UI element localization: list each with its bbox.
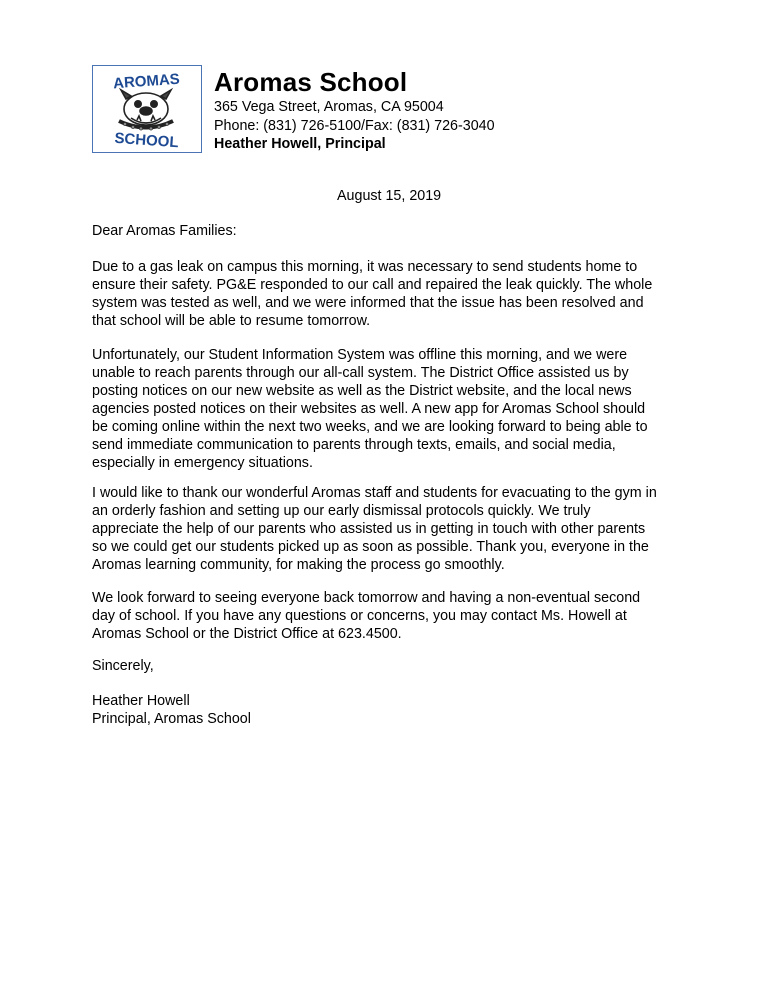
paragraph-line: day of school. If you have any questions or concerns, you may contact Ms. Howell at [92,608,627,624]
paragraph-line: We look forward to seeing everyone back tomorrow and having a non-eventual second [92,590,641,606]
paragraph-line: be coming online within the next two weeks, and we are looking forward to being able to [92,419,648,435]
principal-line [214,135,386,153]
paragraph-line: unable to reach parents through our all-call system. The District Office assisted us by [92,365,629,381]
letter-date: August 15, 2019 [337,188,442,204]
bulldog-mascot-icon [93,66,200,151]
logo-bottom-text: SCHOOL [113,129,180,151]
paragraph-line: appreciate the help of our parents who assisted us in getting in touch with other parents [92,521,646,537]
signature-name: Heather Howell [92,693,190,709]
paragraph-line: Aromas School or the District Office at 623.4500. [92,626,402,642]
paragraph-line: posting notices on our new website as well as the District website, and the local news [92,383,632,399]
paragraph-line: agencies posted notices on their websites as well. A new app for Aromas School should [92,401,646,417]
principal-name: Heather Howell [214,136,318,152]
principal-title: , Principal [317,136,386,152]
school-name: Aromas School [214,67,408,97]
paragraph-line: I would like to thank our wonderful Aromas staff and students for evacuating to the gym in [92,485,657,501]
paragraph-line: an orderly fashion and setting up our early dismissal protocols quickly. We truly [92,503,591,519]
signature-title: Principal, Aromas School [92,711,251,727]
paragraph-line: system was tested as well, and we were informed that the issue has been resolved and [92,295,644,311]
paragraph-line: especially in emergency situations. [92,455,313,471]
paragraph-line: Unfortunately, our Student Information System was offline this morning, and we were [92,347,628,363]
phone-fax: Phone: (831) 726-5100/Fax: (831) 726-3040 [214,118,495,134]
paragraph-2 [92,346,702,472]
logo-top-text: AROMAS [112,70,181,93]
school-address: 365 Vega Street, Aromas, CA 95004 [214,99,444,115]
paragraph-3 [92,484,702,574]
salutation: Dear Aromas Families: [92,223,237,239]
closing: Sincerely, [92,658,154,674]
paragraph-line: Due to a gas leak on campus this morning, it was necessary to send students home to [92,259,638,275]
paragraph-line: that school will be able to resume tomorrow. [92,313,371,329]
paragraph-4 [92,589,702,643]
paragraph-line: send immediate communication to parents through texts, emails, and social media, [92,437,616,453]
school-logo [92,65,202,153]
paragraph-line: Aromas learning community, for making the process go smoothly. [92,557,505,573]
paragraph-1 [92,258,702,330]
paragraph-line: ensure their safety. PG&E responded to our call and repaired the leak quickly. The whole [92,277,653,293]
paragraph-line: so we could get our students picked up as soon as possible. Thank you, everyone in the [92,539,649,555]
